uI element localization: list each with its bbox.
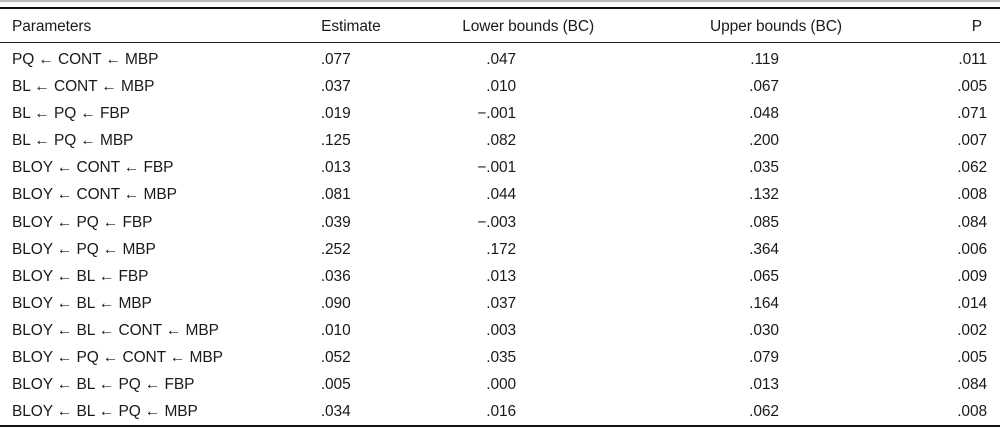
p-value-cell: .008 bbox=[860, 398, 1000, 426]
lower-bound-cell: .035 bbox=[486, 349, 517, 367]
parameter-cell: BLOY ← PQ ← MBP bbox=[12, 240, 156, 258]
estimate-cell: .077 bbox=[320, 51, 351, 68]
estimate-cell: .010 bbox=[320, 321, 351, 339]
table-row bbox=[0, 290, 1000, 317]
p-value-cell: .011 bbox=[958, 51, 987, 68]
estimate-cell: .034 bbox=[265, 398, 384, 426]
table-top-rule bbox=[0, 7, 1000, 9]
parameter-cell: BLOY ← BL ← MBP bbox=[12, 294, 152, 312]
parameter-cell: BL ← PQ ← MBP bbox=[12, 132, 134, 150]
upper-bound-cell: .035 bbox=[749, 159, 779, 177]
lower-bound-cell: .037 bbox=[486, 294, 517, 312]
upper-bound-cell: .164 bbox=[749, 294, 779, 312]
parameter-cell: BLOY ← BL ← CONT ← MBP bbox=[12, 321, 219, 339]
table-row bbox=[0, 317, 1000, 344]
header-row bbox=[0, 11, 1000, 43]
lower-bound-cell: −.001 bbox=[477, 105, 517, 123]
p-value-cell: .009 bbox=[957, 267, 987, 285]
table-header bbox=[0, 11, 1000, 43]
header-parameters: Parameters bbox=[0, 11, 265, 43]
upper-bound-cell: .119 bbox=[750, 51, 779, 68]
estimate-cell: .037 bbox=[320, 78, 351, 96]
header-p: P bbox=[860, 11, 1000, 43]
parameter-cell: BL ← CONT ← MBP bbox=[12, 78, 155, 96]
lower-bound-cell: .010 bbox=[486, 78, 517, 96]
p-value-cell: .084 bbox=[957, 376, 987, 394]
table-body bbox=[0, 43, 1000, 427]
estimate-cell: .252 bbox=[320, 240, 351, 258]
estimate-cell: .039 bbox=[320, 213, 351, 231]
p-value-cell: .071 bbox=[957, 105, 987, 123]
lower-bound-cell: .000 bbox=[486, 376, 517, 394]
parameter-cell: BLOY ← CONT ← FBP bbox=[12, 159, 174, 177]
p-value-cell: .006 bbox=[957, 240, 987, 258]
p-value-cell: .007 bbox=[957, 132, 987, 150]
parameter-cell: PQ ← CONT ← MBP bbox=[12, 51, 159, 68]
lower-bound-cell: −.001 bbox=[477, 159, 517, 177]
estimate-cell: .019 bbox=[320, 105, 351, 123]
estimate-cell: .036 bbox=[320, 267, 351, 285]
header-lower-bounds: Lower bounds (BC) bbox=[385, 11, 614, 43]
estimate-cell: .090 bbox=[320, 294, 351, 312]
estimate-cell: .081 bbox=[320, 186, 351, 204]
table-row bbox=[0, 127, 1000, 154]
table-row bbox=[0, 181, 1000, 208]
table-row bbox=[0, 371, 1000, 398]
estimate-cell: .125 bbox=[320, 132, 351, 150]
upper-bound-cell: .079 bbox=[749, 349, 779, 367]
parameter-cell: BLOY ← BL ← PQ ← MBP bbox=[0, 398, 265, 426]
upper-bound-cell: .065 bbox=[749, 267, 779, 285]
table-row bbox=[0, 263, 1000, 290]
table-row bbox=[0, 344, 1000, 371]
parameter-cell: BLOY ← BL ← PQ ← FBP bbox=[12, 376, 195, 394]
lower-bound-cell: .003 bbox=[486, 321, 517, 339]
p-value-cell: .005 bbox=[957, 349, 987, 367]
upper-bound-cell: .067 bbox=[749, 78, 779, 96]
upper-bound-cell: .030 bbox=[749, 321, 779, 339]
upper-bound-cell: .200 bbox=[749, 132, 779, 150]
upper-bound-cell: .013 bbox=[749, 376, 779, 394]
table-row bbox=[0, 43, 1000, 74]
table-row bbox=[0, 398, 1000, 426]
p-value-cell: .002 bbox=[957, 321, 987, 339]
lower-bound-cell: .016 bbox=[385, 398, 614, 426]
parameter-cell: BL ← PQ ← FBP bbox=[12, 105, 130, 123]
mediation-results-table bbox=[0, 11, 1000, 427]
upper-bound-cell: .364 bbox=[749, 240, 779, 258]
upper-bound-cell: .048 bbox=[749, 105, 779, 123]
lower-bound-cell: −.003 bbox=[477, 213, 517, 231]
lower-bound-cell: .044 bbox=[486, 186, 517, 204]
p-value-cell: .084 bbox=[957, 213, 987, 231]
estimate-cell: .013 bbox=[320, 159, 351, 177]
lower-bound-cell: .047 bbox=[486, 51, 517, 68]
lower-bound-cell: .013 bbox=[486, 267, 517, 285]
p-value-cell: .062 bbox=[957, 159, 987, 177]
parameter-cell: BLOY ← PQ ← CONT ← MBP bbox=[12, 349, 223, 367]
p-value-cell: .005 bbox=[957, 78, 987, 96]
estimate-cell: .005 bbox=[320, 376, 351, 394]
estimate-cell: .052 bbox=[320, 349, 351, 367]
p-value-cell: .008 bbox=[957, 186, 987, 204]
table-top-cap bbox=[0, 0, 1000, 2]
lower-bound-cell: .172 bbox=[486, 240, 517, 258]
table-row bbox=[0, 154, 1000, 181]
parameter-cell: BLOY ← BL ← FBP bbox=[12, 267, 149, 285]
parameter-cell: BLOY ← PQ ← FBP bbox=[12, 213, 153, 231]
upper-bound-cell: .132 bbox=[749, 186, 779, 204]
lower-bound-cell: .082 bbox=[486, 132, 517, 150]
header-upper-bounds: Upper bounds (BC) bbox=[614, 11, 860, 43]
header-estimate: Estimate bbox=[265, 11, 384, 43]
table-row bbox=[0, 73, 1000, 100]
upper-bound-cell: .085 bbox=[749, 213, 779, 231]
parameter-cell: BLOY ← CONT ← MBP bbox=[12, 186, 177, 204]
p-value-cell: .014 bbox=[957, 294, 987, 312]
table-row bbox=[0, 236, 1000, 263]
table-row bbox=[0, 100, 1000, 127]
upper-bound-cell: .062 bbox=[614, 398, 860, 426]
table-row bbox=[0, 209, 1000, 236]
